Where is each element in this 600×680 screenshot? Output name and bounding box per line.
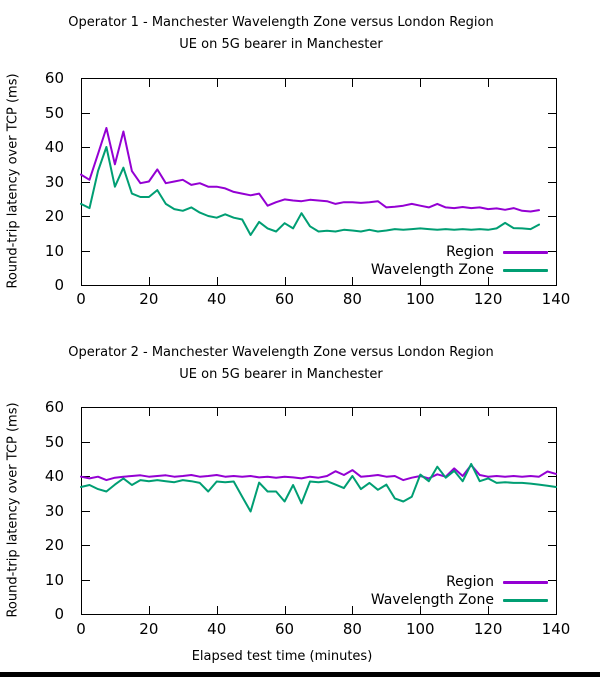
- x-tick-label: 40: [207, 290, 227, 308]
- chart2-legend-region: [446, 573, 548, 591]
- x-tick-label: 140: [541, 290, 571, 308]
- x-axis-label: Elapsed test time (minutes): [191, 649, 373, 664]
- series-line-wavelength-zone: [81, 464, 556, 512]
- chart2-y-axis-label: Round-trip latency over TCP (ms): [5, 402, 21, 618]
- y-tick-label: 60: [44, 398, 64, 416]
- chart1-legend-wavelength-zone-label: Wavelength Zone: [370, 262, 494, 278]
- y-tick-label: 0: [54, 276, 64, 294]
- series-line-region: [81, 128, 539, 212]
- x-tick-label: 80: [342, 290, 362, 308]
- x-tick-label: 80: [342, 620, 362, 638]
- wavelength-zone-line-swatch: [503, 599, 548, 602]
- y-tick-label: 40: [44, 467, 64, 485]
- x-tick-label: 0: [76, 290, 86, 308]
- chart1-legend-region: [446, 243, 548, 261]
- chart2-legend-wavelength-zone-label: Wavelength Zone: [370, 592, 494, 608]
- x-tick-label: 40: [207, 620, 227, 638]
- x-tick-label: 20: [139, 620, 159, 638]
- bottom-black-bar: [0, 672, 600, 677]
- x-tick-label: 20: [139, 290, 159, 308]
- x-tick-label: 120: [473, 290, 503, 308]
- x-tick-label: 120: [473, 620, 503, 638]
- chart2-title-line2: UE on 5G bearer in Manchester: [179, 367, 383, 382]
- chart1-title: [68, 12, 493, 56]
- chart2-legend-region-label: Region: [446, 574, 494, 590]
- series-line-wavelength-zone: [81, 147, 539, 235]
- region-line-swatch: [503, 251, 548, 254]
- y-tick-label: 10: [44, 570, 64, 589]
- y-tick-label: 30: [44, 501, 64, 520]
- chart1-y-axis-label: Round-trip latency over TCP (ms): [5, 73, 21, 289]
- region-line-swatch: [503, 581, 548, 584]
- chart1-legend-wavelength-zone: [371, 261, 548, 279]
- chart2-title-line1: Operator 2 - Manchester Wavelength Zone versus London Region: [68, 345, 494, 360]
- chart1-title-line1: Operator 1 - Manchester Wavelength Zone versus London Region: [68, 15, 494, 30]
- series-line-region: [81, 465, 556, 480]
- y-tick-label: 0: [54, 605, 64, 623]
- x-tick-label: 100: [405, 290, 435, 308]
- x-tick-label: 60: [275, 290, 295, 308]
- x-tick-label: 140: [541, 620, 571, 638]
- chart1-legend-region-label: Region: [446, 244, 494, 260]
- wavelength-zone-line-swatch: [503, 269, 548, 272]
- x-tick-label: 60: [275, 620, 295, 638]
- y-tick-label: 50: [44, 432, 64, 451]
- y-tick-label: 60: [44, 69, 64, 87]
- chart2-legend-wavelength-zone: [371, 591, 548, 609]
- chart2-title: [68, 342, 493, 386]
- y-tick-label: 50: [44, 103, 64, 122]
- y-tick-label: 20: [44, 207, 64, 225]
- y-tick-label: 40: [44, 138, 64, 156]
- y-tick-label: 30: [44, 172, 64, 191]
- y-tick-label: 20: [44, 536, 64, 554]
- y-tick-label: 10: [44, 241, 64, 260]
- chart1-title-line2: UE on 5G bearer in Manchester: [179, 37, 383, 52]
- x-tick-label: 0: [76, 620, 86, 638]
- x-tick-label: 100: [405, 620, 435, 638]
